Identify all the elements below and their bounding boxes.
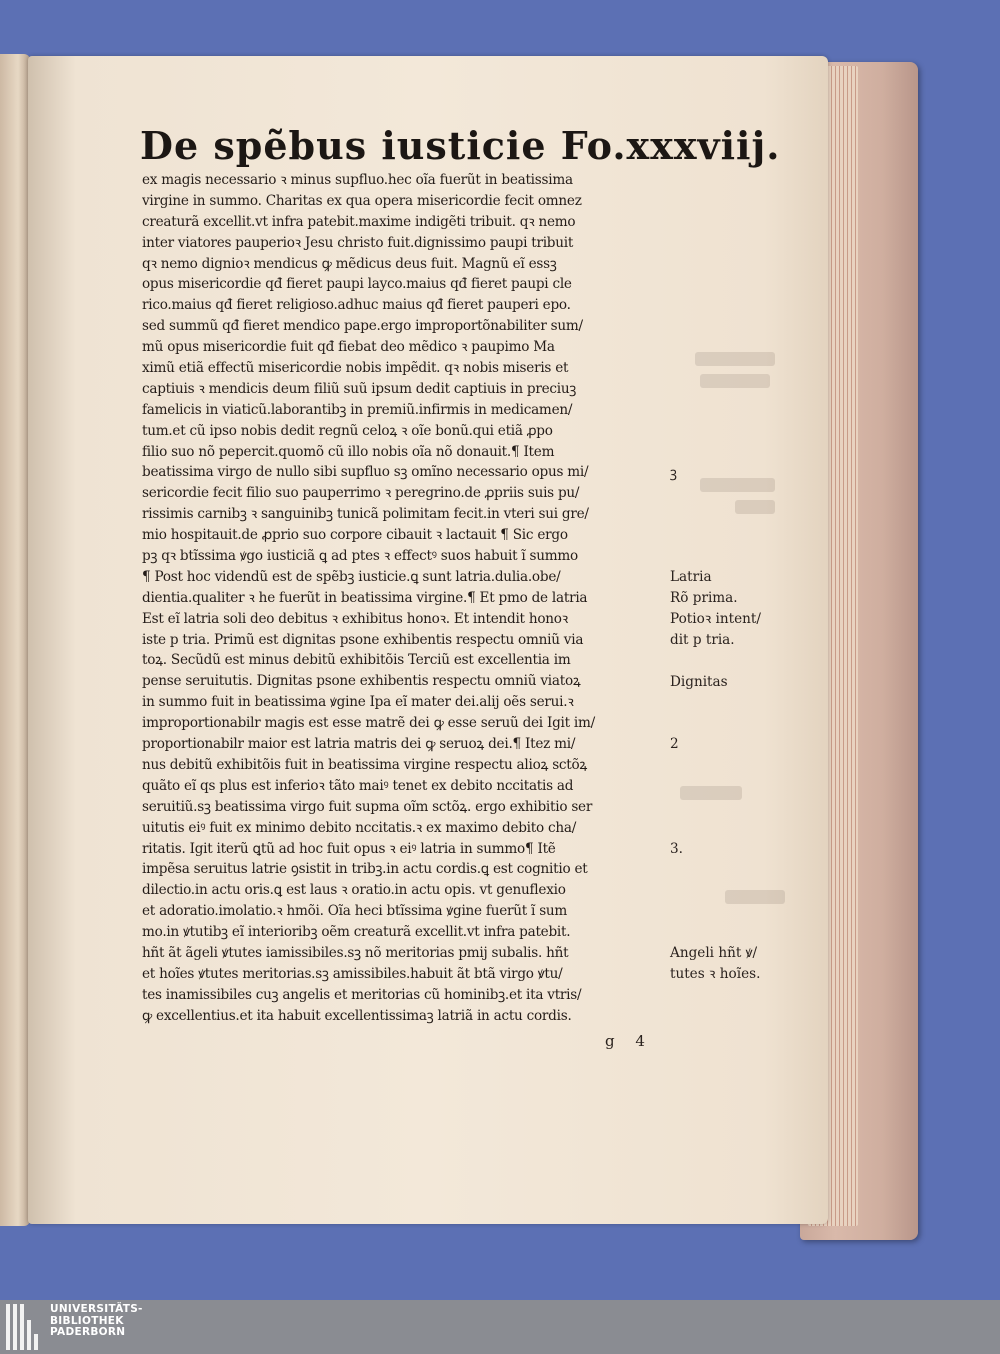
text-line: tum.et cũ ipso nobis dedit regnũ celoꝝ ꝛ oĩe bonũ.qui etiã ꝓpo (142, 422, 553, 439)
text-line: proportionabilr maior est latria matris dei ꝙ seruoꝝ dei.¶ Itez mi/ (142, 736, 576, 753)
text-line: opus misericordie qđ fieret paupi layco.maius qđ fieret paupi cle (142, 276, 572, 293)
text-line: rico.maius qđ fieret religioso.adhuc maius qđ fieret pauperi epo. (142, 297, 571, 314)
logo-line-2: BIBLIOTHEK (50, 1314, 124, 1327)
library-footer (0, 1300, 1000, 1354)
text-line: et adoratio.imolatio.ꝛ hmõi. Oĩa heci btĩssima ꝟgine fuerũt ĩ sum (142, 903, 568, 920)
text-line: pꝫ qꝛ btĩssima ꝟgo iusticiã ꝗ ad ptes ꝛ effectꝰ suos habuit ĩ summo (142, 548, 578, 565)
text-line: uitutis eiꝰ fuit ex minimo debito nccitatis.ꝛ ex maximo debito cha/ (142, 819, 577, 836)
text-line: tes inamissibiles cuꝫ angelis et meritorias cũ hominibꝫ.et ita vtris/ (142, 986, 582, 1003)
text-line: mio hospitauit.de ꝓprio suo corpore cibauit ꝛ lactauit ¶ Sic ergo (142, 527, 568, 544)
text-line: nus debitũ exhibitõis fuit in beatissima virgine respectu alioꝝ sctõꝝ (142, 756, 588, 773)
text-line: in summo fuit in beatissima ꝟgine Ipa eĩ mater dei.alij oẽs serui.ꝛ (142, 694, 574, 711)
bleed-through-mark (700, 478, 775, 492)
text-line: dilectio.in actu oris.ꝗ est laus ꝛ oratio.in actu opis. vt genuflexio (142, 882, 566, 899)
margin-note: 3. (670, 840, 683, 857)
text-line: dientia.qualiter ꝛ he fuerũt in beatissima virgine.¶ Et pmo de latria (142, 589, 588, 606)
margin-note: dit p tria. (670, 631, 735, 648)
margin-note: Angeli hñt ꝟ/ (670, 945, 758, 962)
margin-note: Latria (670, 569, 712, 586)
text-line: pense seruitutis. Dignitas psone exhibentis respectu omniũ viatoꝝ (142, 673, 581, 690)
text-line: inter viatores pauperioꝛ Jesu christo fuit.dignissimo paupi tribuit (142, 234, 574, 251)
text-line: Est eĩ latria soli deo debitus ꝛ exhibitus honoꝛ. Et intendit honoꝛ (142, 610, 568, 627)
signature-mark: g 4 (605, 1032, 653, 1050)
bleed-through-mark (735, 500, 775, 514)
text-line: hñt ãt ãgeli ꝟtutes iamissibiles.sꝫ nõ meritorias pmij subalis. hñt (142, 944, 569, 961)
text-line: ex magis necessario ꝛ minus supfluo.hec oĩa fuerũt in beatissima (142, 172, 573, 188)
text-line: filio suo nõ pepercit.quomõ cũ illo nobis oĩa nõ donauit.¶ Item (142, 443, 555, 460)
page-header: De spẽbus iusticie Fo.xxxviij. (140, 123, 781, 168)
text-line: seruitiũ.sꝫ beatissima virgo fuit supma oĩm sctõꝝ. ergo exhibitio ser (142, 798, 593, 815)
text-line: mo.in ꝟtutibꝫ eĩ interioribꝫ oẽm creaturã excellit.vt infra patebit. (142, 924, 571, 941)
text-line: virgine in summo. Charitas ex qua opera misericordie fecit omnez (142, 192, 582, 209)
left-page-edge (0, 54, 30, 1226)
margin-note: tutes ꝛ hoĩes. (670, 966, 761, 983)
logo-line-1: UNIVERSITÄTS- (50, 1303, 143, 1315)
text-line: beatissima virgo de nullo sibi supfluo sꝫ omĩno necessario opus mi/ (142, 464, 589, 481)
text-line: ¶ Post hoc videndũ est de spẽbꝫ iusticie.ꝗ sunt latria.dulia.obe/ (142, 568, 561, 585)
text-line: sericordie fecit filio suo pauperrimo ꝛ peregrino.de ꝓpriis suis pu/ (142, 485, 580, 502)
margin-note: ꝫ (670, 464, 677, 481)
margin-note: Dignitas (670, 673, 728, 690)
text-line: ritatis. Igit iterũ ꝗtũ ad hoc fuit opus ꝛ eiꝰ latria in summo¶ Itẽ (142, 840, 556, 857)
text-line: qꝛ nemo dignioꝛ mendicus ꝙ mẽdicus deus fuit. Magnũ eĩ essꝫ (142, 255, 557, 272)
margin-note: 2 (670, 736, 679, 753)
text-line: rissimis carnibꝫ ꝛ sanguinibꝫ tunicã polimitam fecit.in vteri sui gre/ (142, 506, 589, 523)
text-line: mũ opus misericordie fuit qđ fiebat deo mẽdico ꝛ paupimo Ma (142, 339, 555, 356)
text-line: ximũ etiã effectũ misericordie nobis impẽdit. qꝛ nobis miseris et (142, 360, 569, 377)
margin-note: Potioꝛ intent/ (670, 610, 761, 627)
text-line: ꝙ excellentius.et ita habuit excellentissimaꝫ latriã in actu cordis. (142, 1007, 572, 1024)
bleed-through-mark (700, 374, 770, 388)
text-line: impẽsa seruitus latrie ꝯsistit in tribꝫ.in actu cordis.ꝗ est cognitio et (142, 861, 588, 878)
bleed-through-mark (680, 786, 742, 800)
page-text (142, 170, 662, 1027)
bleed-through-mark (695, 352, 775, 366)
margin-note: Rõ prima. (670, 590, 738, 606)
text-line: famelicis in viaticũ.laborantibꝫ in premiũ.infirmis in medicamen/ (142, 401, 573, 418)
text-line: toꝝ. Secũdũ est minus debitũ exhibitõis Terciũ est excellentia im (142, 652, 571, 669)
text-line: iste p tria. Primũ est dignitas psone exhibentis respectu omniũ via (142, 631, 584, 648)
logo-line-3: PADERBORN (50, 1326, 126, 1338)
text-line: et hoĩes ꝟtutes meritorias.sꝫ amissibiles.habuit ãt btã virgo ꝟtu/ (142, 965, 563, 982)
library-logo-text (50, 1304, 143, 1339)
bleed-through-mark (725, 890, 785, 904)
library-logo-icon (6, 1304, 40, 1350)
text-line: sed summũ qđ fieret mendico pape.ergo improportõnabiliter sum/ (142, 318, 583, 335)
text-line: improportionabilr magis est esse matrẽ dei ꝙ esse seruũ dei Igit im/ (142, 715, 596, 732)
text-line: captiuis ꝛ mendicis deum filiũ suũ ipsum dedit captiuis in preciuꝫ (142, 380, 577, 397)
text-line: creaturã excellit.vt infra patebit.maxime indigẽti tribuit. qꝛ nemo (142, 213, 576, 230)
text-line: quãto eĩ qs plus est inferioꝛ tãto maiꝰ tenet ex debito nccitatis ad (142, 777, 574, 794)
